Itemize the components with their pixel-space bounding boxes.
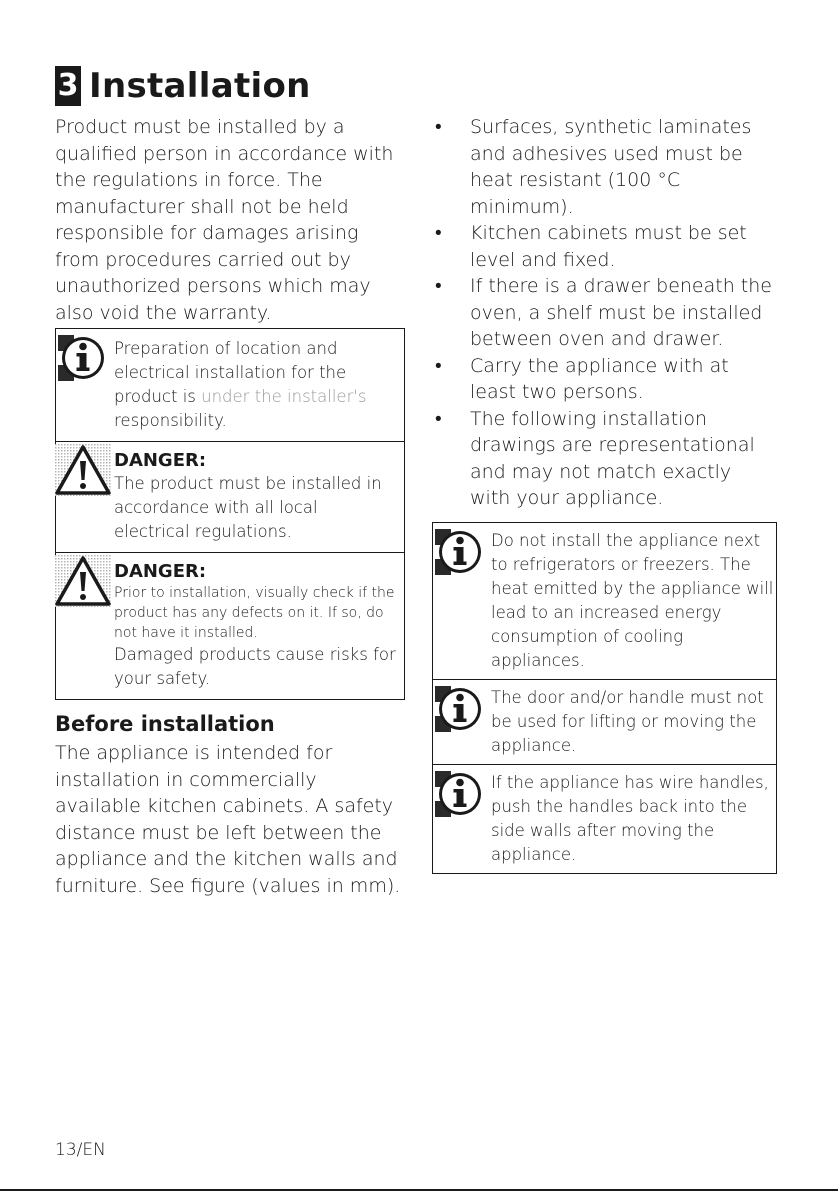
- warning-icon: [55, 444, 111, 496]
- danger-heading: DANGER:: [114, 561, 207, 582]
- notice-box: [432, 522, 777, 874]
- info-icon: [435, 684, 485, 734]
- page-number: 13/EN: [55, 1140, 106, 1160]
- right-column: [432, 114, 777, 874]
- before-installation-heading: Before installation: [55, 712, 275, 736]
- info-note-text: Do not install the appliance next to refrigerators or freezers. The heat emitted by the appliance will lead to an increased energy consumption of cooling appliances.: [491, 530, 774, 670]
- info-note-text: [114, 337, 398, 433]
- info-note-text-gray: under the installer's: [201, 387, 367, 406]
- list-item: • The following installation drawings are representational and may not match exactly with your appliance.: [432, 406, 777, 512]
- info-note: [56, 329, 404, 442]
- list-item: • Kitchen cabinets must be set level and fixed.: [432, 220, 777, 273]
- notice-box: [55, 328, 405, 700]
- info-note-text: If the appliance has wire handles, push the handles back into the side walls after moving the appliance.: [491, 772, 769, 864]
- info-icon: [58, 333, 108, 383]
- left-column: [55, 114, 405, 899]
- info-note-text: The door and/or handle must not be used for lifting or moving the appliance.: [491, 687, 764, 755]
- danger-note: [56, 442, 404, 553]
- page-title: [55, 64, 311, 108]
- list-item: • If there is a drawer beneath the oven, a shelf must be installed between oven and drawer.: [432, 273, 777, 353]
- info-icon: [435, 527, 485, 577]
- requirements-list: [432, 114, 777, 512]
- list-item: • Surfaces, synthetic laminates and adhesives used must be heat resistant (100 °C minimum).: [432, 114, 777, 220]
- before-installation-paragraph: The appliance is intended for installation in commercially available kitchen cabinets. A safety distance must be left between the appliance and the kitchen walls and furniture. See figure (values in mm).: [55, 742, 401, 897]
- danger-text: Damaged products cause risks for your safety.: [114, 645, 396, 688]
- info-note: [433, 680, 776, 765]
- info-note-text-end: responsibility.: [114, 411, 227, 430]
- chapter-number-badge: 3: [55, 66, 81, 106]
- danger-note: [56, 553, 404, 699]
- page-title-text: Installation: [89, 66, 311, 106]
- warning-icon: [55, 555, 111, 607]
- danger-heading: DANGER:: [114, 450, 207, 471]
- intro-paragraph: Product must be installed by a qualified person in accordance with the regulations in force. The manufacturer shall not be held responsible for damages arising from procedures carried out by unauthorized persons which may also void the warranty.: [55, 116, 394, 324]
- danger-small-text: Prior to installation, visually check if the product has any defects on it. If so, do not have it installed.: [114, 585, 395, 641]
- list-item: • Carry the appliance with at least two persons.: [432, 353, 777, 406]
- info-note-text-start: Preparation of location and electrical installation for the product is: [114, 339, 347, 406]
- info-note: [433, 523, 776, 680]
- danger-text: The product must be installed in accordance with all local electrical regulations.: [114, 474, 382, 541]
- info-icon: [435, 769, 485, 819]
- info-note: [433, 765, 776, 873]
